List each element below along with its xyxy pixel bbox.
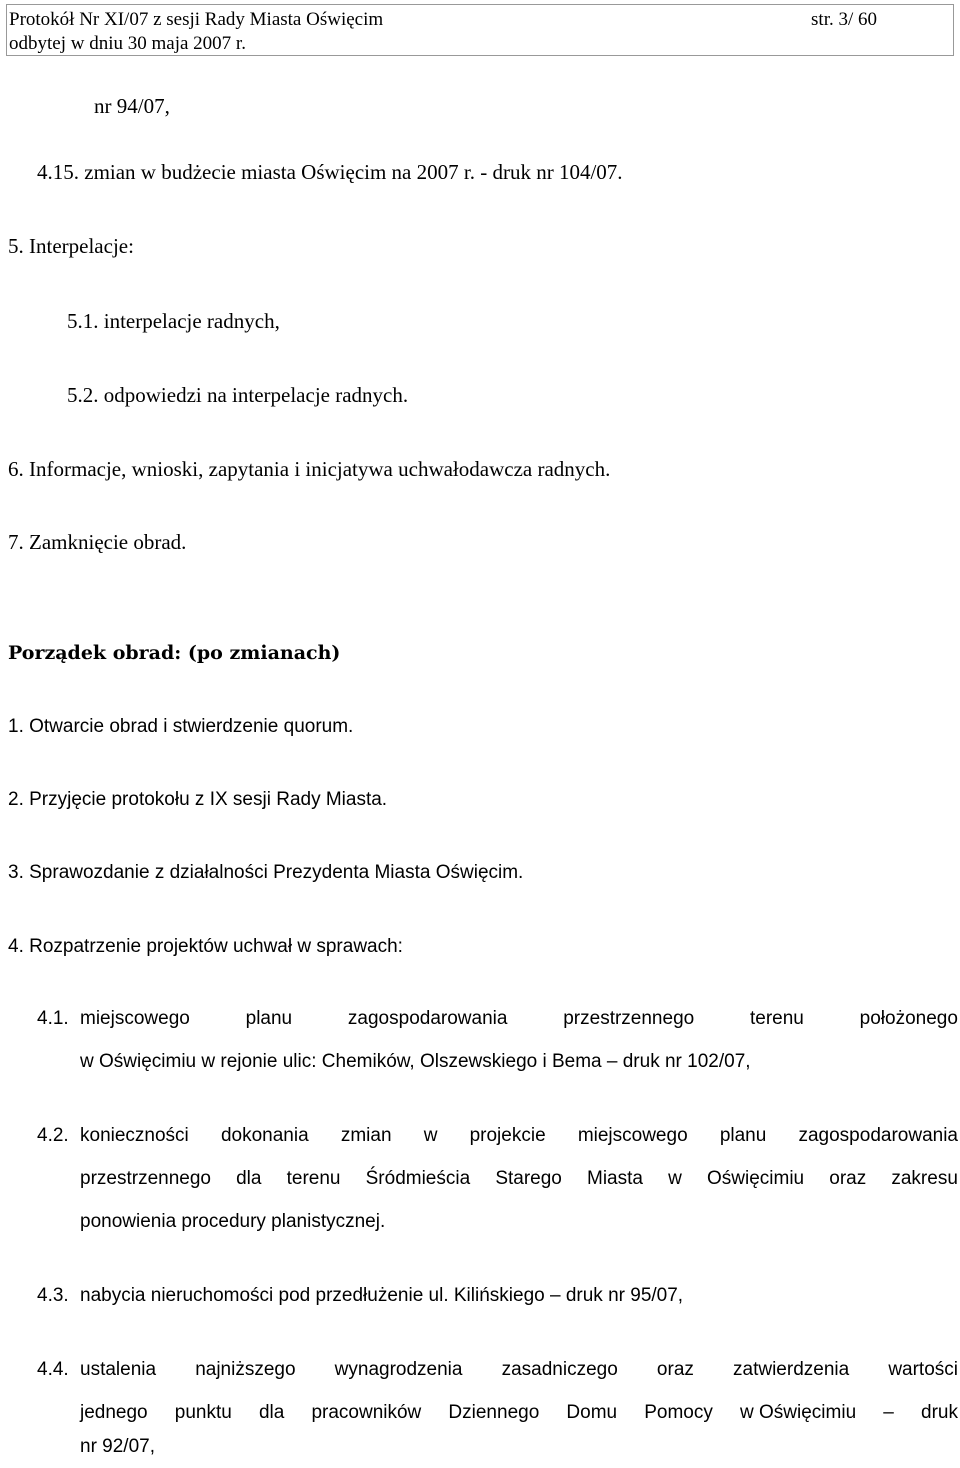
word: przestrzennego (563, 1008, 695, 1029)
word: Śródmieścia (365, 1168, 471, 1189)
word: Pomocy (644, 1402, 713, 1423)
word: planu (245, 1008, 293, 1029)
agenda-item-5-1: 5.1. interpelacje radnych, (67, 309, 280, 333)
page-number: str. 3/ 60 (811, 9, 877, 30)
word: w Oświęcimiu (740, 1402, 857, 1423)
word: zmian (340, 1125, 392, 1146)
word: zagospodarowania (798, 1125, 958, 1146)
item-4-4-line-3: nr 92/07, (80, 1436, 155, 1457)
word: Miasta (587, 1168, 643, 1189)
word: dla (258, 1402, 285, 1423)
word: ustalenia (80, 1359, 157, 1380)
session-date: odbytej w dniu 30 maja 2007 r. (9, 33, 246, 54)
item-4-4-line-2 (80, 1402, 958, 1425)
word: Oświęcimiu (706, 1168, 805, 1189)
word: miejscowego (577, 1125, 688, 1146)
word: wynagrodzenia (334, 1359, 463, 1380)
item-4-1-number: 4.1. (37, 1008, 69, 1029)
item-4-1-line-2: w Oświęcimiu w rejonie ulic: Chemików, Olszewskiego i Bema – druk nr 102/07, (80, 1051, 751, 1072)
agenda-heading: Porządek obrad: (po zmianach) (8, 642, 341, 664)
word: zasadniczego (501, 1359, 618, 1380)
item-4-3-number: 4.3. (37, 1285, 69, 1306)
agenda-item-3: 3. Sprawozdanie z działalności Prezydenta Miasta Oświęcim. (8, 862, 524, 883)
word: zagospodarowania (347, 1008, 508, 1029)
word: terenu (750, 1008, 804, 1029)
word: punktu (174, 1402, 232, 1423)
word: konieczności (80, 1125, 189, 1146)
word: w (668, 1168, 682, 1189)
page-header (6, 4, 954, 56)
item-4-3-text: nabycia nieruchomości pod przedłużenie ul. Kilińskiego – druk nr 95/07, (80, 1285, 684, 1306)
item-4-2-number: 4.2. (37, 1125, 69, 1146)
agenda-item-4: 4. Rozpatrzenie projektów uchwał w sprawach: (8, 936, 403, 957)
word: oraz (829, 1168, 867, 1189)
item-4-1-line-1 (80, 1008, 958, 1031)
agenda-item-5: 5. Interpelacje: (8, 234, 134, 258)
agenda-item-7: 7. Zamknięcie obrad. (8, 530, 187, 554)
agenda-item-4-15: 4.15. zmian w budżecie miasta Oświęcim na 2007 r. - druk nr 104/07. (37, 160, 623, 184)
word: Domu (566, 1402, 618, 1423)
document-title: Protokół Nr XI/07 z sesji Rady Miasta Oświęcim (9, 9, 384, 30)
word: dokonania (220, 1125, 309, 1146)
word: jednego (80, 1402, 148, 1423)
item-4-4-line-1 (80, 1359, 958, 1382)
word: projekcie (469, 1125, 546, 1146)
word: – (883, 1402, 894, 1423)
item-4-4-number: 4.4. (37, 1359, 69, 1380)
agenda-item-2: 2. Przyjęcie protokołu z IX sesji Rady Miasta. (8, 789, 388, 810)
word: pracowników (311, 1402, 422, 1423)
word: dla (236, 1168, 262, 1189)
agenda-item-6: 6. Informacje, wnioski, zapytania i inicjatywa uchwałodawcza radnych. (8, 457, 611, 481)
item-4-2-line-3: ponowienia procedury planistycznej. (80, 1211, 386, 1232)
word: najniższego (195, 1359, 296, 1380)
word: druk (921, 1402, 958, 1423)
word: wartości (888, 1359, 958, 1380)
word: miejscowego (80, 1008, 190, 1029)
word: oraz (656, 1359, 694, 1380)
word: zatwierdzenia (733, 1359, 850, 1380)
word: Dziennego (448, 1402, 540, 1423)
item-4-2-line-1 (80, 1125, 958, 1148)
word: położonego (859, 1008, 958, 1029)
word: przestrzennego (80, 1168, 211, 1189)
agenda-item-5-2: 5.2. odpowiedzi na interpelacje radnych. (67, 383, 409, 407)
word: w (423, 1125, 438, 1146)
word: terenu (286, 1168, 341, 1189)
agenda-item-1: 1. Otwarcie obrad i stwierdzenie quorum. (8, 716, 354, 737)
word: planu (719, 1125, 767, 1146)
word: zakresu (891, 1168, 958, 1189)
continuation-line: nr 94/07, (94, 94, 170, 118)
word: Starego (495, 1168, 562, 1189)
item-4-2-line-2 (80, 1168, 958, 1191)
